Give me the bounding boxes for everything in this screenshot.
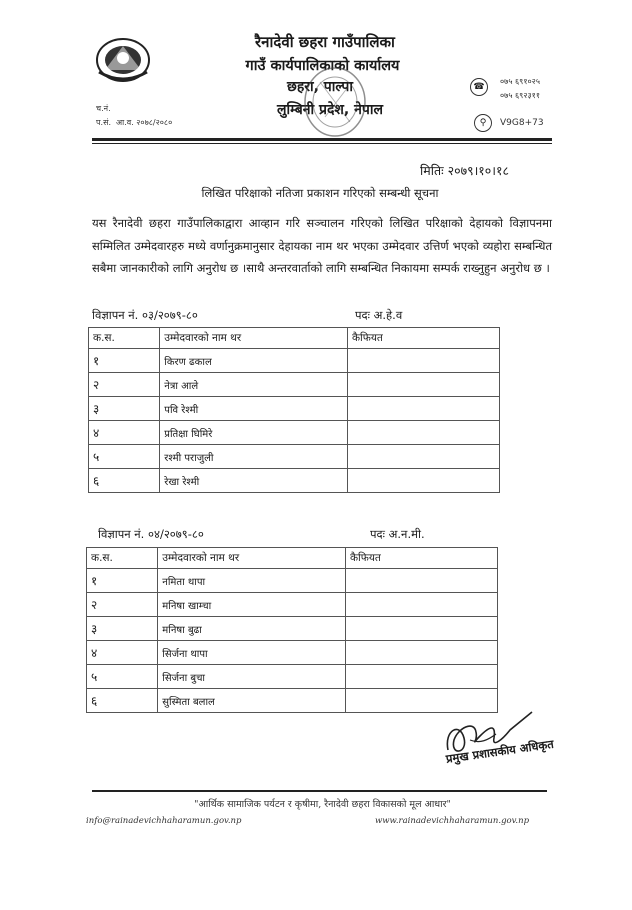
header-candidate-name: उम्मेदवारको नाम थर — [158, 548, 346, 569]
candidate-name: रश्मी पराजुली — [160, 445, 348, 469]
candidate-name: सुस्मिता बलाल — [158, 689, 346, 713]
table-row — [87, 593, 498, 617]
office-stamp — [300, 62, 370, 142]
serial-number: ३ — [89, 397, 160, 421]
letterhead-office: गाउँ कार्यपालिकाको कार्यालय — [245, 58, 400, 74]
notice-body: यस रैनादेवी छहरा गाउँपालिकाद्वारा आव्हान गरि सञ्चालन गरिएको लिखित परिक्षाको देहायको विज्ञापनमा सम्मिलित उम्मेदवारहरु मध्ये वर्णानुक्रमानुसार देहायका नाम थर भएका उम्मेदवार उत्तिर्ण भएको व्यहोरा सम्बन्धित सबैमा जानकारीको लागि अनुरोध छ ।साथै अन्तरवार्ताको लागि सम्बन्धित निकायमा सम्पर्क राख्नुहुन अनुरोध छ । — [92, 216, 552, 275]
letterhead-province: लुम्बिनी प्रदेश, नेपाल — [277, 102, 383, 118]
patra-number-label: प.सं. — [96, 118, 112, 127]
post-name: पदः अ.हे.व — [355, 308, 403, 322]
serial-number: ३ — [87, 617, 158, 641]
signatory-title: प्रमुख प्रशासकीय अधिकृत — [445, 736, 555, 766]
results-table-2 — [86, 547, 498, 713]
serial-number: ६ — [89, 469, 160, 493]
advertisement-number: विज्ञापन नं. ०३/२०७९-८० — [92, 308, 198, 322]
remarks-cell — [345, 689, 497, 713]
candidate-name: सिर्जना बुचा — [158, 665, 346, 689]
location-pin-icon: ⚲ — [474, 114, 492, 132]
candidate-name: नमिता थापा — [158, 569, 346, 593]
table-header-row — [87, 548, 498, 569]
table-row — [87, 569, 498, 593]
remarks-cell — [345, 665, 497, 689]
serial-number: ४ — [89, 421, 160, 445]
footer-website[interactable]: www.rainadevichhaharamun.gov.np — [375, 816, 530, 826]
remarks-cell — [347, 469, 499, 493]
plus-code: V9G8+73 — [500, 118, 544, 128]
candidate-name: प्रतिक्षा घिमिरे — [160, 421, 348, 445]
serial-number: ४ — [87, 641, 158, 665]
table-row — [89, 373, 500, 397]
results-table-1 — [88, 327, 500, 493]
serial-number: १ — [87, 569, 158, 593]
candidate-name: मनिषा बुढा — [158, 617, 346, 641]
table-row — [87, 617, 498, 641]
table-header-row — [89, 328, 500, 349]
table-row — [87, 641, 498, 665]
candidate-name: नेत्रा आले — [160, 373, 348, 397]
footer-divider — [92, 790, 547, 792]
phone-icon: ☎ — [470, 78, 488, 96]
remarks-cell — [345, 569, 497, 593]
fiscal-year: आ.व. २०७८/२०८० — [116, 118, 173, 127]
serial-number: ५ — [87, 665, 158, 689]
chalani-number-label: च.नं. — [96, 104, 111, 113]
table-row — [89, 349, 500, 373]
table-row — [89, 445, 500, 469]
remarks-cell — [347, 445, 499, 469]
header-divider-thin — [92, 143, 552, 144]
advertisement-number: विज्ञापन नं. ०४/२०७९-८० — [98, 527, 204, 541]
table-row — [89, 397, 500, 421]
remarks-cell — [347, 421, 499, 445]
footer-email[interactable]: info@rainadevichhaharamun.gov.np — [86, 816, 242, 826]
letterhead-municipality: रैनादेवी छहरा गाउँपालिका — [255, 33, 395, 51]
notice-date: मितिः २०७९।१०।१८ — [420, 163, 510, 178]
serial-number: ६ — [87, 689, 158, 713]
serial-number: १ — [89, 349, 160, 373]
letterhead-location: छहरा, पाल्पा — [287, 79, 353, 95]
header-serial: क.स. — [87, 548, 158, 569]
candidate-name: मनिषा खाम्चा — [158, 593, 346, 617]
table-row — [87, 665, 498, 689]
candidate-name: किरण ढकाल — [160, 349, 348, 373]
table-row — [89, 421, 500, 445]
serial-number: ५ — [89, 445, 160, 469]
header-remarks: कैफियत — [347, 328, 499, 349]
phone-number-2: ०७५ ६९२३११ — [500, 91, 540, 100]
notice-subject: लिखित परिक्षाको नतिजा प्रकाशन गरिएको सम्बन्धी सूचना — [201, 186, 439, 200]
municipality-logo — [95, 36, 151, 84]
candidate-name: रेखा रेश्मी — [160, 469, 348, 493]
header-serial: क.स. — [89, 328, 160, 349]
candidate-name: सिर्जना थापा — [158, 641, 346, 665]
candidate-name: पवि रेश्मी — [160, 397, 348, 421]
remarks-cell — [345, 641, 497, 665]
footer-slogan: "आर्थिक सामाजिक पर्यटन र कृषीमा, रैनादेवी छहरा विकासको मूल आधार" — [194, 799, 451, 810]
header-divider — [92, 138, 552, 141]
header-remarks: कैफियत — [345, 548, 497, 569]
remarks-cell — [345, 617, 497, 641]
remarks-cell — [345, 593, 497, 617]
header-candidate-name: उम्मेदवारको नाम थर — [160, 328, 348, 349]
remarks-cell — [347, 373, 499, 397]
remarks-cell — [347, 397, 499, 421]
remarks-cell — [347, 349, 499, 373]
post-name: पदः अ.न.मी. — [370, 527, 425, 541]
serial-number: २ — [87, 593, 158, 617]
phone-number-1: ०७५ ६९१०२५ — [500, 77, 540, 86]
serial-number: २ — [89, 373, 160, 397]
table-row — [87, 689, 498, 713]
table-row — [89, 469, 500, 493]
